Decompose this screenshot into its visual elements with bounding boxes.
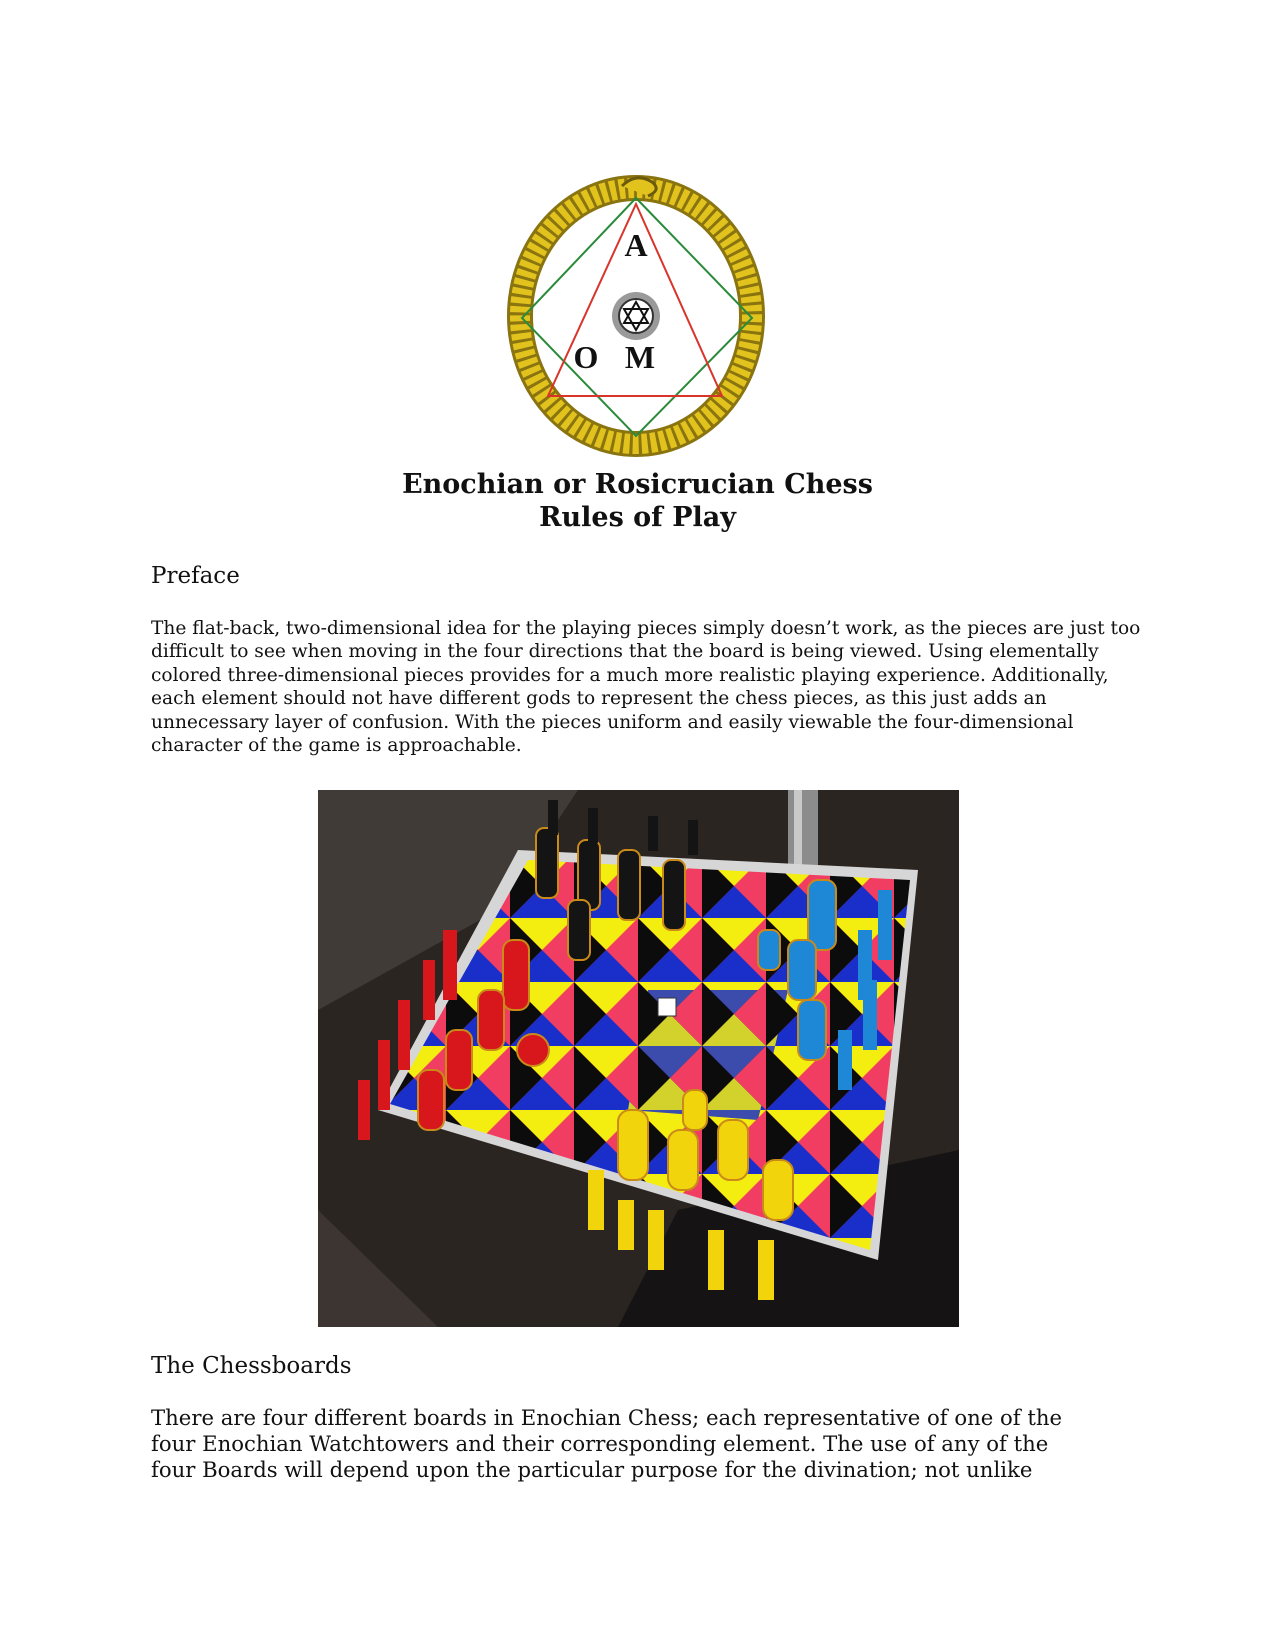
document-title: Enochian or Rosicrucian Chess — [402, 469, 873, 500]
chessboards-line: four Boards will depend upon the particular purpose for the divination; not unlike — [151, 1457, 1033, 1482]
preface-line: unnecessary layer of confusion. With the pieces uniform and easily viewable the four-dimensional — [151, 711, 1074, 733]
preface-line: character of the game is approachable. — [151, 735, 522, 757]
chessboards-line: four Enochian Watchtowers and their corresponding element. The use of any of the — [151, 1431, 1049, 1456]
document-subtitle: Rules of Play — [539, 502, 736, 533]
preface-line: difficult to see when moving in the four directions that the board is being viewed. Using elementally — [151, 641, 1099, 663]
chessboard-photo — [318, 790, 959, 1327]
chessboards-heading: The Chessboards — [151, 1353, 352, 1379]
chessboards-line: There are four different boards in Enochian Chess; each representative of one of the — [151, 1405, 1063, 1430]
preface-line: The flat-back, two-dimensional idea for the playing pieces simply doesn’t work, as the pieces are just too — [151, 618, 1141, 639]
ouroboros-logo — [504, 168, 768, 458]
logo-letter-m: M — [624, 339, 656, 375]
logo-letter-o: O — [573, 339, 599, 375]
preface-line: colored three-dimensional pieces provides for a much more realistic playing experience. Additionally, — [151, 664, 1109, 686]
preface-line: each element should not have different gods to represent the chess pieces, as this just adds an — [151, 688, 1047, 710]
chessboards-paragraph — [151, 1405, 1063, 1483]
preface-heading: Preface — [151, 563, 240, 589]
preface-paragraph — [151, 617, 1141, 757]
logo-letter-a: A — [624, 227, 648, 263]
